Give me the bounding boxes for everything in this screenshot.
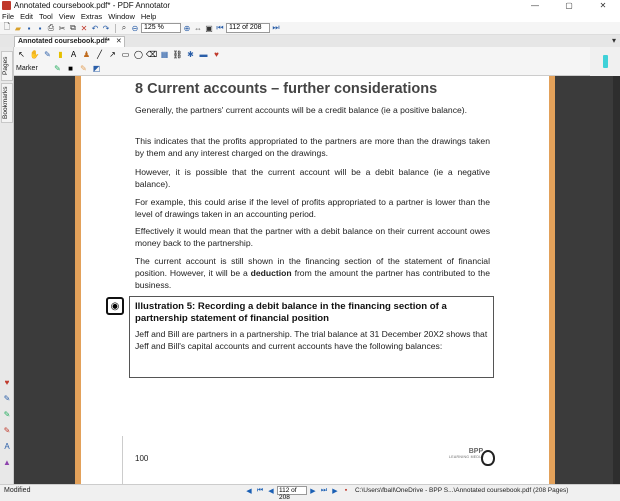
illustration-box	[129, 296, 494, 378]
favorite-heart-icon[interactable]: ♥	[4, 377, 10, 387]
forward-icon[interactable]: ▶	[332, 487, 338, 495]
tab-bookmarks[interactable]: Bookmarks	[1, 83, 13, 123]
paragraph-6-bold: deduction	[250, 268, 292, 278]
fit-page-icon[interactable]: ▣	[205, 23, 213, 33]
title-bar	[0, 0, 620, 11]
close-button[interactable]: ✕	[599, 1, 607, 10]
last-page-icon[interactable]: ⏭	[272, 23, 280, 32]
open-folder-icon[interactable]: ▰	[14, 23, 22, 33]
stamp-icon[interactable]: ▲	[3, 457, 11, 467]
bpp-logo-text: BPP	[468, 448, 484, 455]
marker-color-icon[interactable]: ✎	[54, 64, 61, 73]
cut-icon[interactable]: ✂	[58, 23, 66, 33]
link-icon[interactable]: ⛓	[172, 50, 183, 59]
zoom-out-icon[interactable]: ⊖	[131, 23, 139, 33]
menu-tool[interactable]: Tool	[39, 12, 53, 21]
first-page-status-icon[interactable]: ⏮	[256, 486, 264, 494]
color-indicator	[603, 55, 608, 68]
menu-file[interactable]: File	[2, 12, 15, 21]
pen-icon[interactable]: ✎	[44, 50, 51, 59]
paragraph-4: For example, this could arise if the level of profits appropriated to a partner is lower than the level of drawings taken in an accounting period.	[135, 197, 490, 219]
illustration-title: Illustration 5: Recording a debit balance in the financing section of a partnership statement of financial position	[135, 301, 447, 324]
minimize-button[interactable]: —	[531, 1, 539, 10]
bpp-logo	[449, 448, 483, 459]
document-tab-label: Annotated coursebook.pdf*	[18, 38, 110, 45]
pen-blue-icon[interactable]: ✎	[3, 393, 11, 403]
file-path: C:\Users\fball\OneDrive - BPP S...\Annotated coursebook.pdf (208 Pages)	[355, 487, 569, 494]
bpp-logo-subtext: LEARNING MEDIA	[449, 455, 484, 459]
left-sidebar	[0, 47, 14, 484]
menu-help[interactable]: Help	[140, 12, 157, 21]
text-annotation-icon[interactable]: A	[70, 50, 77, 59]
menu-extras[interactable]: Extras	[80, 12, 103, 21]
print-icon[interactable]: ⎙	[47, 23, 55, 32]
page-margin-right	[549, 76, 555, 484]
lion-logo-icon	[481, 450, 495, 466]
separator	[115, 24, 116, 33]
app-icon	[2, 1, 11, 10]
pen-red-icon[interactable]: ✎	[3, 425, 11, 435]
tab-pages[interactable]: Pages	[1, 51, 13, 81]
illustration-icon: ◉	[106, 297, 124, 315]
arrow-tool-icon[interactable]: ↗	[109, 50, 116, 59]
ellipse-icon[interactable]: ◯	[134, 50, 143, 59]
copy-icon[interactable]: ⧉	[70, 23, 76, 32]
page-number: 100	[135, 454, 149, 463]
text-tool-icon[interactable]: A	[4, 441, 10, 451]
find-icon[interactable]: ⌕	[121, 23, 127, 32]
main-toolbar	[0, 22, 620, 35]
document-tab[interactable]	[14, 36, 125, 47]
maximize-button[interactable]: ▢	[565, 1, 573, 10]
status-text: Modified	[4, 487, 31, 494]
paragraph-1: Generally, the partners' current accounts will be a credit balance (ie a positive balance).	[135, 105, 468, 115]
undo-icon[interactable]: ↶	[91, 23, 99, 33]
settings-icon[interactable]: ✱	[187, 50, 194, 59]
paragraph-2: This indicates that the profits appropriated to the partners are more than the drawings taken by them and any interest charged on the drawings.	[135, 136, 490, 158]
fill-icon[interactable]: ◩	[92, 64, 101, 73]
pdf-file-icon: ▪	[344, 487, 348, 494]
menu-view[interactable]: View	[58, 12, 75, 21]
paragraph-6-part-b: from the amount the partner has contributed to the business.	[135, 268, 490, 290]
section-heading: 8 Current accounts – further considerations	[135, 81, 438, 97]
paragraph-6-part-a: The current account is still shown in the financing section of the statement of financial position. However, it will be a	[135, 256, 490, 278]
redo-icon[interactable]: ↷	[102, 23, 110, 33]
hand-icon[interactable]: ✋	[29, 50, 40, 59]
back-icon[interactable]: ◀	[246, 487, 252, 495]
heart-icon[interactable]: ♥	[214, 50, 219, 59]
page-footer-divider	[122, 436, 123, 484]
window-title: Annotated coursebook.pdf* - PDF Annotator	[14, 1, 171, 10]
paragraph-5: Effectively it would mean that the partner with a debit balance on their current account owes money back to the partnership.	[135, 226, 490, 248]
document-viewer[interactable]	[14, 76, 613, 484]
status-page-input[interactable]: 112 of 208	[277, 486, 307, 495]
image-icon[interactable]: ▦	[160, 50, 169, 59]
last-page-status-icon[interactable]: ⏭	[320, 486, 328, 494]
document-tabstrip	[0, 35, 620, 47]
fit-width-icon[interactable]: ⇔	[194, 23, 202, 33]
eraser-icon[interactable]: ⌫	[145, 50, 158, 59]
tool-properties-bar	[14, 62, 590, 76]
new-document-icon[interactable]: 🗋	[3, 22, 11, 31]
marker-style-icon[interactable]: ✎	[80, 64, 87, 73]
page-number-input[interactable]: 112 of 208	[226, 23, 270, 33]
highlighter-icon[interactable]: ▮	[58, 50, 63, 59]
rectangle-icon[interactable]: ▭	[121, 50, 130, 59]
close-tab-icon[interactable]: ✕	[115, 38, 122, 45]
menu-window[interactable]: Window	[108, 12, 135, 21]
select-arrow-icon[interactable]: ↖	[18, 50, 25, 59]
delete-icon[interactable]: ✕	[80, 23, 88, 33]
vertical-scrollbar[interactable]	[613, 76, 620, 484]
zoom-select[interactable]: 125 %	[141, 23, 181, 33]
tabs-dropdown-icon[interactable]: ▾	[611, 36, 616, 45]
save-icon[interactable]: ▪	[27, 23, 31, 33]
zoom-in-icon[interactable]: ⊕	[183, 23, 191, 33]
menu-bar	[0, 11, 620, 22]
screen-icon[interactable]: ▬	[199, 50, 208, 59]
stroke-width-icon[interactable]: ■	[68, 64, 73, 73]
next-page-icon[interactable]: ▶	[310, 487, 316, 495]
document-page	[81, 76, 549, 484]
status-bar	[0, 484, 620, 501]
illustration-body: Jeff and Bill are partners in a partnership. The trial balance at 31 December 20X2 shows that Jeff and Bill's capital accounts and current accounts have the following balances:	[135, 329, 488, 351]
annotation-toolbar	[14, 47, 590, 62]
prev-page-icon[interactable]: ◀	[268, 487, 274, 495]
pen-green-icon[interactable]: ✎	[3, 409, 11, 419]
current-tool-label: Marker	[16, 65, 38, 72]
save-all-icon[interactable]: ▪	[38, 23, 42, 33]
line-icon[interactable]: ╱	[97, 50, 102, 59]
first-page-icon[interactable]: ⏮	[216, 23, 224, 32]
paragraph-6	[135, 255, 490, 291]
menu-edit[interactable]: Edit	[20, 12, 34, 21]
stamp-tool-icon[interactable]: ♟	[82, 50, 91, 59]
paragraph-3: However, it is possible that the current account will be a debit balance (ie a negative balance).	[135, 167, 490, 189]
